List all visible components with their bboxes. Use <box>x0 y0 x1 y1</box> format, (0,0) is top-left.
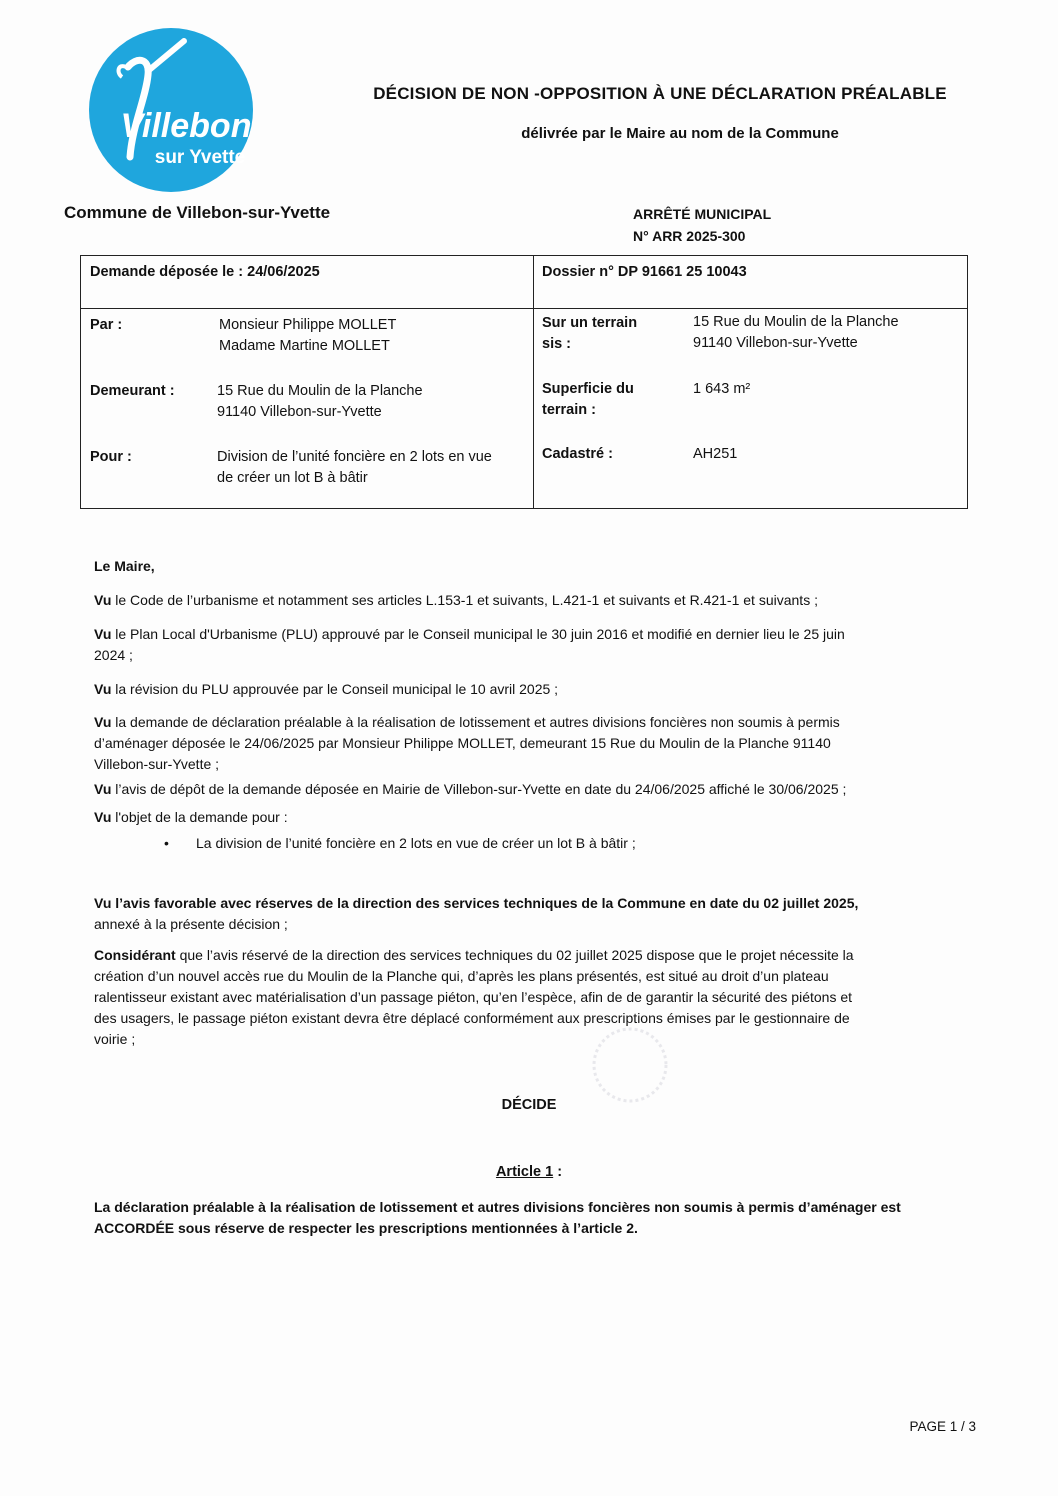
villebon-logo <box>88 27 254 193</box>
vu-revision-plu: Vu la révision du PLU approuvée par le Conseil municipal le 10 avril 2025 ; <box>94 681 559 697</box>
terrain-label-2: sis : <box>542 336 572 352</box>
considerant: Considérant que l’avis réservé de la direction des services techniques du 02 juillet 2025 dispose que le projet nécessite la création d’un nouvel accès rue du Moulin de la Planche qui, d’après les plans présentés, est situé au droit d’un plateau ralentisseur existant avec matérialisation d’un passage piéton, qu’en l’espèce, afin de de garantir la sécurité des piétons et des usagers, le passage piéton existant devra être déplacé conformément aux prescriptions émises par le gestionnaire de voirie ; <box>94 947 854 1047</box>
dossier-number: Dossier n° DP 91661 25 10043 <box>542 264 747 280</box>
vu-code-urbanisme: Vu le Code de l’urbanisme et notamment ses articles L.153-1 et suivants, L.421-1 et suivants et R.421-1 et suivants ; <box>94 592 818 608</box>
terrain-label <box>542 313 637 355</box>
vu-demande: Vu la demande de déclaration préalable à la réalisation de lotissement et autres divisions foncières non soumis à permis d’aménager déposée le 24/06/2025 par Monsieur Philippe MOLLET, demeurant 15 Rue du Moulin de la Planche 91140 Villebon-sur-Yvette ; <box>94 714 840 772</box>
vu-avis-favorable: Vu l’avis favorable avec réserves de la direction des services techniques de la Commune en date du 02 juillet 2025, annexé à la présente décision ; <box>94 895 859 932</box>
par-label: Par : <box>90 317 123 333</box>
terrain-value <box>693 312 899 354</box>
terrain-street: 15 Rue du Moulin de la Planche <box>693 314 899 330</box>
article-1-text: La déclaration préalable à la réalisation de lotissement et autres divisions foncières non soumis à permis d’aménager est ACCORDÉE sous réserve de respecter les prescriptions mentionnées à l’article 2. <box>94 1199 901 1236</box>
pour-label: Pour : <box>90 449 132 465</box>
article-1-heading: Article 1 : <box>495 1164 563 1180</box>
vu-avis-depot: Vu l’avis de dépôt de la demande déposée en Mairie de Villebon-sur-Yvette en date du 24/06/2025 affiché le 30/06/2025 ; <box>94 781 847 797</box>
vu-plu: Vu le Plan Local d'Urbanisme (PLU) approuvé par le Conseil municipal le 30 juin 2016 et modifié en dernier lieu le 25 juin 2024 ; <box>94 626 845 663</box>
arrete-label: ARRÊTÉ MUNICIPAL <box>633 206 772 222</box>
demeurant-label: Demeurant : <box>90 383 175 399</box>
commune-name: Commune de Villebon-sur-Yvette <box>64 203 331 222</box>
vu-objet: Vu l'objet de la demande pour : <box>94 809 288 825</box>
applicant-2: Madame Martine MOLLET <box>219 338 390 354</box>
arrete-number: N° ARR 2025-300 <box>633 228 746 244</box>
logo-main-text: Villebon <box>120 107 252 145</box>
dossier-info-table <box>80 255 968 509</box>
pour-line-1: Division de l’unité foncière en 2 lots en vue <box>217 449 492 465</box>
arrete-block <box>633 203 771 247</box>
logo-sub-text: sur Yvette <box>154 147 246 168</box>
applicant-1: Monsieur Philippe MOLLET <box>219 317 397 333</box>
superficie-label <box>542 379 634 421</box>
superficie-value: 1 643 m² <box>693 381 751 397</box>
superficie-label-2: terrain : <box>542 402 596 418</box>
decide-heading: DÉCIDE <box>501 1097 557 1113</box>
document-title: DÉCISION DE NON -OPPOSITION À UNE DÉCLARATION PRÉALABLE <box>373 84 947 103</box>
table-divider-vertical <box>533 256 534 508</box>
demeurant-street: 15 Rue du Moulin de la Planche <box>217 383 423 399</box>
page-number: PAGE 1 / 3 <box>909 1419 976 1434</box>
superficie-label-1: Superficie du <box>542 381 634 397</box>
demeurant-value <box>217 381 423 423</box>
pour-line-2: de créer un lot B à bâtir <box>217 470 368 486</box>
le-maire: Le Maire, <box>94 558 155 574</box>
cadastre-value: AH251 <box>693 446 738 462</box>
table-divider-horizontal <box>81 308 967 309</box>
terrain-label-1: Sur un terrain <box>542 315 638 331</box>
demeurant-city: 91140 Villebon-sur-Yvette <box>217 404 382 420</box>
pour-value <box>217 447 492 489</box>
par-value <box>219 315 396 357</box>
demande-date: Demande déposée le : 24/06/2025 <box>90 264 320 280</box>
bullet-dot: • <box>164 835 169 851</box>
cadastre-label: Cadastré : <box>542 446 613 462</box>
terrain-city: 91140 Villebon-sur-Yvette <box>693 335 858 351</box>
objet-bullet-item: • La division de l’unité foncière en 2 lots en vue de créer un lot B à bâtir ; <box>164 835 636 851</box>
document-subtitle: délivrée par le Maire au nom de la Commune <box>521 125 839 142</box>
